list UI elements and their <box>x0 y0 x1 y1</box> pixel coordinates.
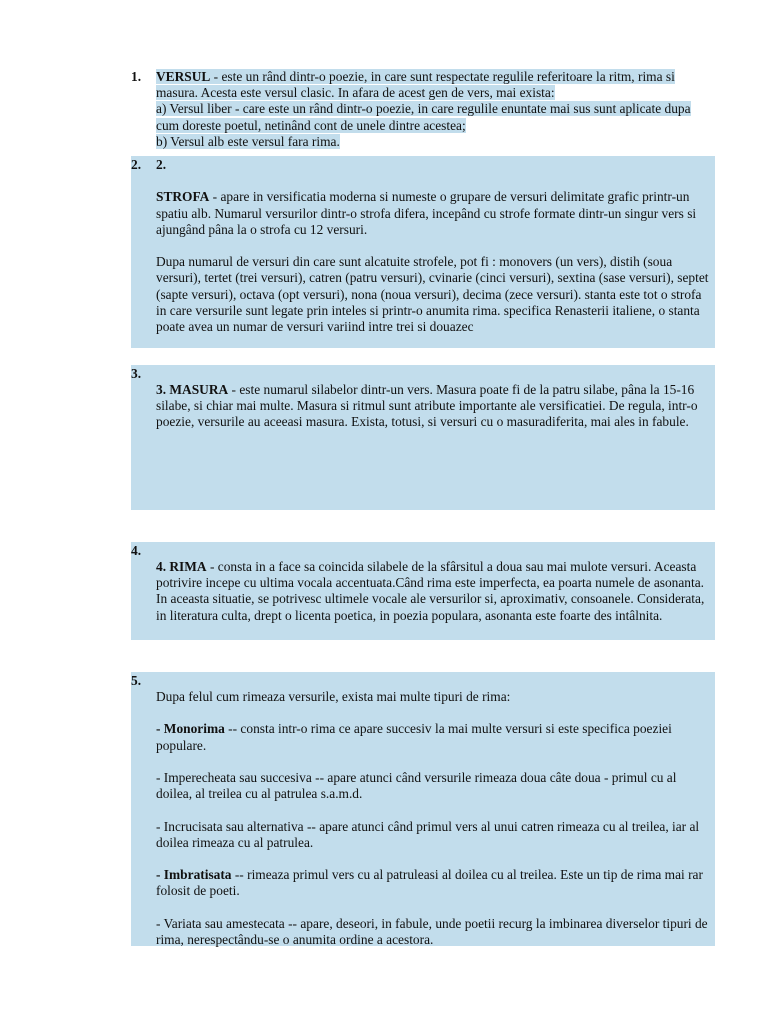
item-3-text: - este numarul silabelor dintr-un vers. Masura poate fi de la patru silabe, pâna la 15-16 silabe, si chiar mai multe. Masura si ritmul sunt atribute importante ale versificatiei. De regula, intr-o poezie, versurile au aceeasi masura. Exista, totusi, si versuri cu o masuradiferita, mai ales in fabule. <box>156 382 698 430</box>
item-4-paragraph <box>156 559 712 624</box>
item-3-paragraph <box>156 382 712 431</box>
item-5-imbratisata <box>156 867 712 899</box>
item-3-number: 3. <box>131 366 142 381</box>
item-5-intro: Dupa felul cum rimeaza versurile, exista mai multe tipuri de rima: <box>156 689 511 704</box>
item-2-term: STROFA <box>156 189 210 205</box>
item-2-paragraph <box>156 189 712 238</box>
item-5-monorima <box>156 721 712 753</box>
item-2-content <box>156 157 712 335</box>
item-1-sub-a: a) Versul liber - care este un rând dintr-o poezie, in care regulile enuntate mai sus sunt aplicate dupa cum doreste poetul, netinând cont de unele dintre acestea; <box>156 101 691 133</box>
item-5-imperecheata: - Imperecheata sau succesiva -- apare atunci când versurile rimeaza doua câte doua - primul cu al doilea, al treilea cu al patrulea s.a.m.d. <box>156 769 677 802</box>
item-3-content <box>156 382 712 431</box>
item-1-term: VERSUL <box>156 69 211 84</box>
item-1-text: - este un rând dintr-o poezie, in care sunt respectate regulile referitoare la ritm, rima si masura. Acesta este versul clasic. In afara de acest gen de vers, mai exista: <box>156 69 675 101</box>
item-5-monorima-text: -- consta intr-o rima ce apare succesiv la mai multe versuri si este specifica poeziei populare. <box>156 721 672 753</box>
item-5-content <box>156 689 712 948</box>
item-1-paragraph <box>156 69 701 101</box>
item-4-content <box>156 559 712 624</box>
item-2-paragraph-2: Dupa numarul de versuri din care sunt alcatuite strofele, pot fi : monovers (un vers), distih (soua versuri), tertet (trei versuri), catren (patru versuri), cvinarie (cinci versuri), sextina (sase versuri), septet (sapte versuri), octava (opt versuri), nona (noua versuri), decima (zece versuri). stanta este tot o strofa in care versurile sunt legate prin inteles si printr-o anumita rima. specifica Renasterii italiene, o stanta poate avea un numar de versuri variind intre trei si douazec <box>156 254 709 334</box>
item-2-text: - apare in versificatia moderna si numeste o grupare de versuri delimitate grafic printr-un spatiu alb. Numarul versurilor dintr-o strofa difera, incepând cu strofe formate dintr-un singur vers si ajungând pâna la o strofa cu 12 versuri. <box>156 189 697 237</box>
item-3-term: 3. MASURA <box>156 382 229 397</box>
item-5-monorima-term: - Monorima <box>156 721 225 737</box>
item-4-text: - consta in a face sa coincida silabele de la sfârsitul a doua sau mai mulote versuri. Aceasta potrivire incepe cu ultima vocala accentuata.Când rima este imperfecta, ea poarta numele de asonanta. In aceasta situatie, se potrivesc ultimele vocale ale versurilor si, aproximativ, consoanele. Considerata, in literatura culta, drept o licenta poetica, in poezia populara, asonanta este foarte des intâlnita. <box>156 559 705 623</box>
item-4-number: 4. <box>131 543 142 558</box>
item-1-number: 1. <box>131 69 142 84</box>
item-2-inner-number: 2. <box>156 157 167 172</box>
item-1-content <box>156 69 701 150</box>
item-1-sub-b: b) Versul alb este versul fara rima. <box>156 133 340 149</box>
item-5-variata: - Variata sau amestecata -- apare, deseori, in fabule, unde poetii recurg la imbinarea diverselor tipuri de rima, nerespectându-se o anumita ordine a acestora. <box>156 915 708 947</box>
item-5-imbratisata-term: - Imbratisata <box>156 867 232 883</box>
item-5-imbratisata-text: -- rimeaza primul vers cu al patruleasi al doilea cu al treilea. Este un tip de rima mai rar folosit de poeti. <box>156 867 703 899</box>
item-5-incrucisata: - Incrucisata sau alternativa -- apare atunci când primul vers al unui catren rimeaza cu al treilea, iar al doilea rimeaza cu al patrulea. <box>156 818 700 850</box>
item-5-number: 5. <box>131 673 142 688</box>
item-4-term: 4. RIMA <box>156 559 207 574</box>
item-2-number: 2. <box>131 157 142 172</box>
